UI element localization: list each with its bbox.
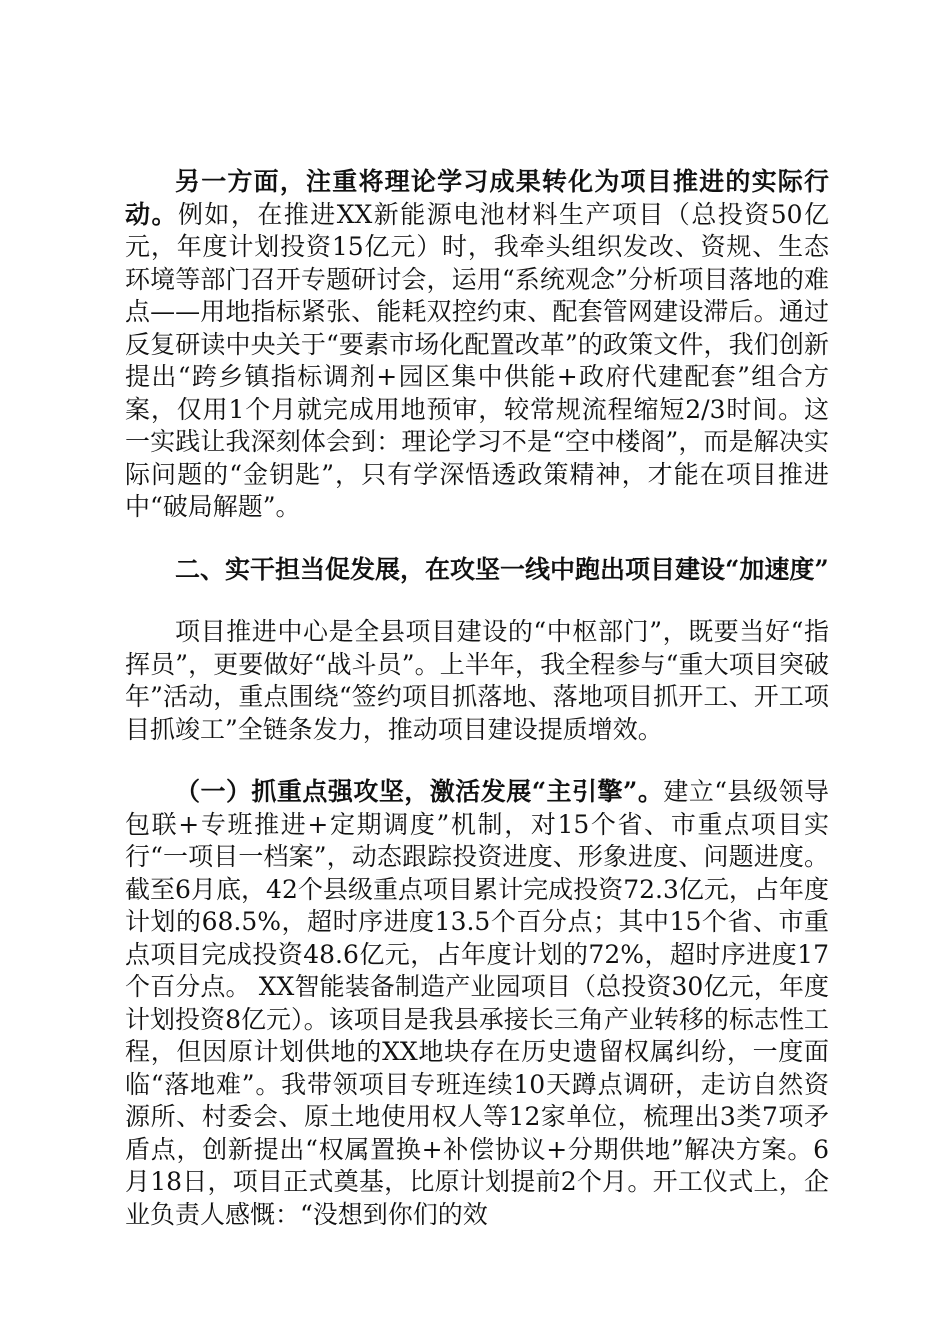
paragraph-body: 建立“县级领导包联+专班推进+定期调度”机制，对15个省、市重点项目实行“一项目一档案”，动态跟踪投资进度、形象进度、问题进度。截至6月底，42个县级重点项目累计完成投资72.3亿元，占年度计划的68.5%，超时序进度13.5个百分点；其中15个省、市重点项目完成投资48.6亿元，占年度计划的72%，超时序进度17个百分点。 XX智能装备制造产业园项目（总投资30亿元，年度计划投资8亿元）。该项目是我县承接长三角产业转移的标志性工程，但因原计划供地的XX地块存在历史遗留权属纠纷，一度面临“落地难”。我带领项目专班连续10天蹲点调研，走访自然资源所、村委会、原土地使用权人等12家单位，梳理出3类7项矛盾点，创新提出“权属置换+补偿协议+分期供地”解决方案。6月18日，项目正式奠基，比原计划提前2个月。开工仪式上，企业负责人感慨：“没想到你们的效	[125, 777, 829, 1229]
section-heading-2: 二、实干担当促发展，在攻坚一线中跑出项目建设“加速度”	[175, 554, 829, 584]
subsection-heading-1: （一）抓重点强攻坚，激活发展“主引擎”。	[175, 777, 664, 806]
paragraph-body: 例如，在推进XX新能源电池材料生产项目（总投资50亿元，年度计划投资15亿元）时，我牵头组织发改、资规、生态环境等部门召开专题研讨会，运用“系统观念”分析项目落地的难点——用地指标紧张、能耗双控约束、配套管网建设滞后。通过反复研读中央关于“要素市场化配置改革”的政策文件，我们创新提出“跨乡镇指标调剂+园区集中供能+政府代建配套”组合方案，仅用1个月就完成用地预审，较常规流程缩短2/3时间。这一实践让我深刻体会到：理论学习不是“空中楼阁”，而是解决实际问题的“金钥匙”，只有学深悟透政策精神，才能在项目推进中“破局解题”。	[125, 199, 829, 521]
paragraph-theory-practice	[125, 166, 829, 524]
paragraph-center-role	[125, 616, 829, 746]
paragraph-lead: 另一方面，注重将理论学习成果转化为项目推进的实际行动。	[125, 167, 829, 229]
paragraph-key-projects	[125, 776, 829, 1231]
paragraph-body: 项目推进中心是全县项目建设的“中枢部门”，既要当好“指挥员”，更要做好“战斗员”。上半年，我全程参与“重大项目突破年”活动，重点围绕“签约项目抓落地、落地项目抓开工、开工项目抓竣工”全链条发力，推动项目建设提质增效。	[125, 617, 829, 744]
document-page	[125, 166, 829, 1231]
